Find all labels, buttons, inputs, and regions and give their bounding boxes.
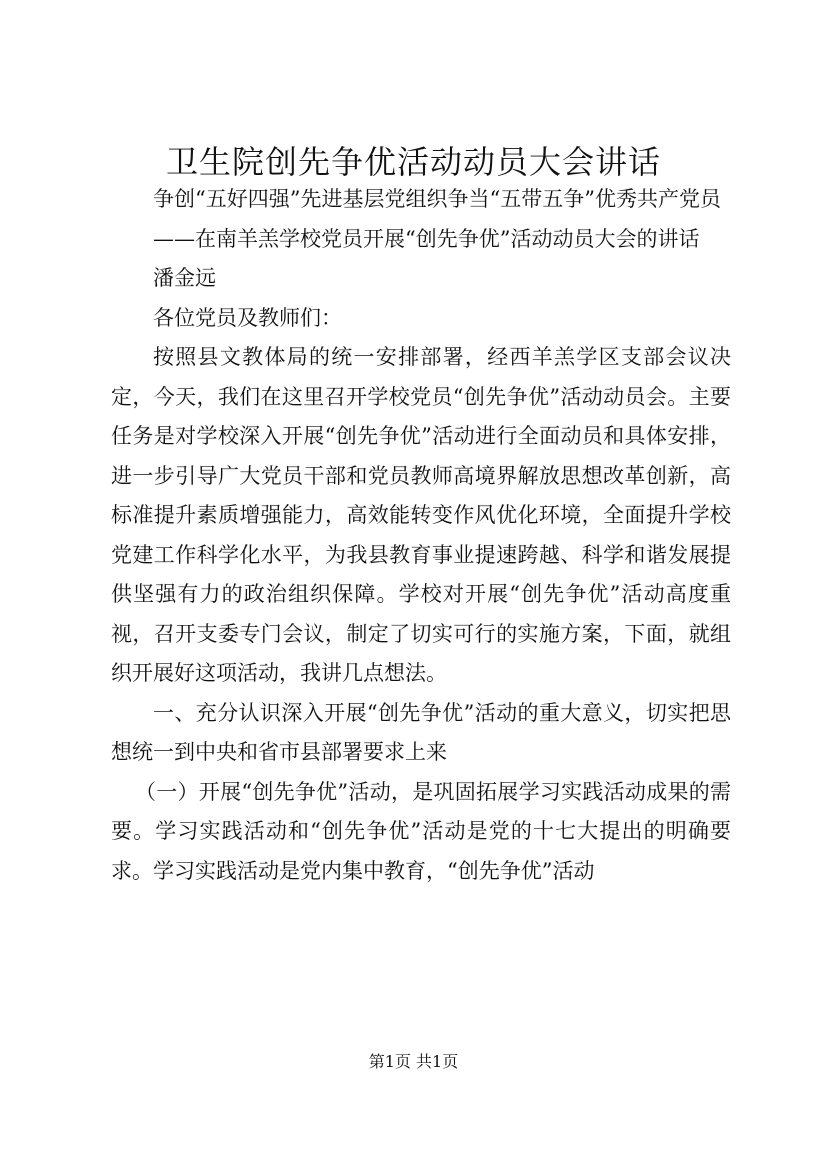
paragraph-salutation: 各位党员及教师们：: [153, 305, 342, 330]
document-body: [111, 180, 731, 891]
paragraph-author: 潘金远: [153, 266, 216, 290]
page-footer: 第1页 共1页: [368, 1052, 459, 1071]
paragraph-occasion: ——在南羊羔学校党员开展“创先争优”活动动员大会的讲话: [153, 226, 700, 251]
paragraph-section-1-item-1: （一）开展“创先争优”活动，是巩固拓展学习实践活动成果的需要。学习实践活动和“创先争优”活动是党的十七大提出的明确要求。学习实践活动是党内集中教育，“创先争优”活动: [111, 779, 731, 883]
paragraph-introduction: 按照县文教体局的统一安排部署，经西羊羔学区支部会议决定，今天，我们在这里召开学校党员“创先争优”活动动员会。主要任务是对学校深入开展“创先争优”活动进行全面动员和具体安排，进一步引导广大党员干部和党员教师高境界解放思想改革创新，高标准提升素质增强能力，高效能转变作风优化环境，全面提升学校党建工作科学化水平，为我县教育事业提速跨越、科学和谐发展提供坚强有力的政治组织保障。学校对开展“创先争优”活动高度重视，召开支委专门会议，制定了切实可行的实施方案，下面，就组织开展好这项活动，我讲几点想法。: [111, 345, 731, 685]
paragraph-subtitle: 争创“五好四强”先进基层党组织争当“五带五争”优秀共产党员: [153, 187, 721, 211]
document-title: 卫生院创先争优活动动员大会讲话: [165, 143, 661, 181]
section-heading-1: 一、充分认识深入开展“创先争优”活动的重大意义，切实把思想统一到中央和省市县部署要求上来: [111, 700, 731, 764]
